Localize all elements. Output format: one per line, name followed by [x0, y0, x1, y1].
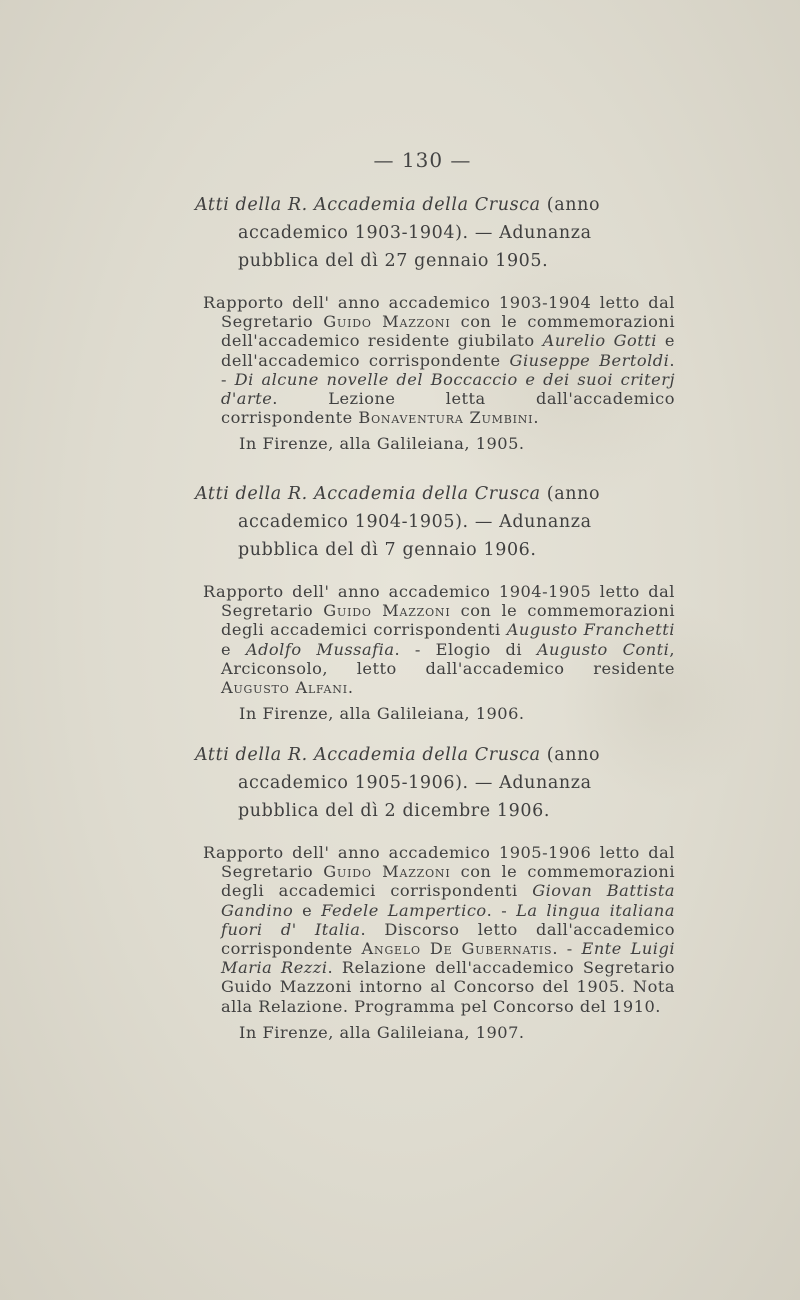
person-name: Aurelio Gotti — [542, 331, 657, 351]
person-name: Angelo De Gubernatis — [361, 939, 553, 959]
text-run: . Lezione letta dall'accademico corrispondente — [221, 389, 675, 428]
text-run: e — [293, 900, 322, 920]
entry-description — [203, 582, 675, 697]
text-run: e dell'accademico corrispondente — [221, 331, 675, 370]
bibliography-entry — [195, 741, 675, 1042]
text-run: . - — [552, 939, 582, 959]
text-run: con le commemorazioni degli accademici corrispondenti — [221, 862, 675, 901]
bibliography-entry — [195, 480, 675, 723]
entry-imprint: In Firenze, alla Galileiana, 1905. — [239, 434, 525, 454]
entry-title: Atti della R. Accademia della Crusca — [195, 484, 541, 504]
text-run: . - — [486, 900, 517, 920]
text-run: . — [533, 408, 539, 428]
entry-title: Atti della R. Accademia della Crusca — [195, 195, 541, 215]
text-run: , Arciconsolo, letto dall'accademico residente — [221, 639, 675, 678]
text-run: con le commemorazioni dell'accademico residente giubilato — [221, 312, 675, 351]
text-run: con le commemorazioni degli accademici corrispondenti — [221, 601, 675, 640]
text-run: e — [221, 639, 246, 659]
text-run: . - — [221, 350, 675, 389]
person-name: Giovan Battista Gandino — [221, 881, 675, 920]
person-name: Fedele Lampertico — [321, 900, 487, 920]
person-name: Guido Mazzoni — [323, 601, 451, 621]
person-name: Adolfo Mussafia — [245, 639, 395, 659]
entry-heading — [195, 741, 675, 825]
entry-subtitle: (anno accademico 1905-1906). — Adunanza pubblica del dì 2 dicembre 1906. — [238, 745, 601, 821]
entry-description — [203, 293, 675, 427]
person-name: Guido Mazzoni — [323, 862, 451, 882]
person-name: Guido Mazzoni — [323, 312, 451, 332]
text-run: . Discorso letto dall'accademico corrispondente — [221, 919, 675, 959]
entry-imprint: In Firenze, alla Galileiana, 1906. — [239, 704, 525, 724]
page-number: — 130 — — [373, 148, 472, 172]
entry-description — [203, 843, 675, 1016]
entry-subtitle: (anno accademico 1903-1904). — Adunanza pubblica del dì 27 gennaio 1905. — [238, 195, 601, 271]
work-title: Ente Luigi Maria Rezzi — [221, 939, 675, 978]
entry-subtitle: (anno accademico 1904-1905). — Adunanza pubblica del dì 7 gennaio 1906. — [238, 484, 601, 560]
work-title: Di alcune novelle del Boccaccio e dei suoi criterj d'arte — [221, 369, 676, 409]
person-name: Augusto Franchetti — [506, 620, 675, 640]
text-run: . Relazione dell'accademico Segretario Guido Mazzoni intorno al Concorso del 1905. Nota alla Relazione. Programma pel Concorso del 1910. — [221, 958, 675, 1016]
entry-imprint: In Firenze, alla Galileiana, 1907. — [239, 1022, 525, 1042]
person-name: Giuseppe Bertoldi — [509, 350, 670, 370]
text-run: Rapporto dell' anno accademico 1904-1905 letto dal Segretario — [203, 582, 675, 621]
text-run: . — [347, 678, 354, 698]
person-name: Augusto Conti — [536, 639, 670, 659]
person-name: Bonaventura Zumbini — [358, 408, 534, 428]
person-name: Augusto Alfani — [221, 678, 348, 698]
entry-heading — [195, 480, 675, 564]
entry-title: Atti della R. Accademia della Crusca — [195, 745, 541, 765]
work-title: La lingua italiana fuori d' Italia — [221, 900, 675, 939]
text-run: . - Elogio di — [394, 639, 537, 659]
text-run: Rapporto dell' anno accademico 1903-1904 letto dal Segretario — [203, 293, 675, 332]
entry-heading — [195, 191, 675, 275]
text-run: Rapporto dell' anno accademico 1905-1906 letto dal Segretario — [203, 843, 675, 882]
bibliography-entry — [195, 191, 675, 453]
